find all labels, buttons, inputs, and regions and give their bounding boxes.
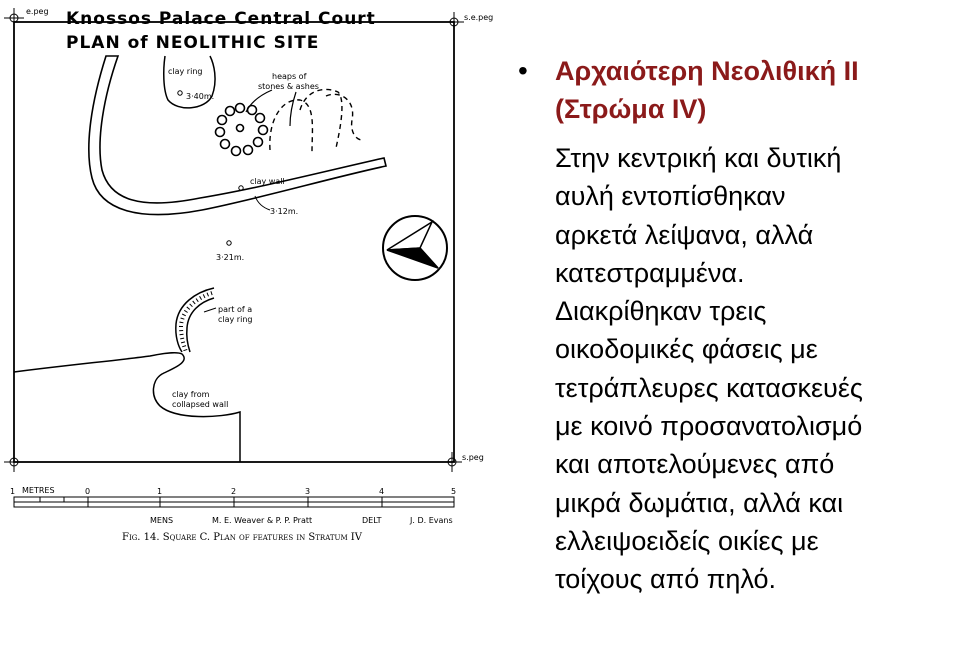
- partial-ring-leader: [204, 308, 216, 312]
- label-part-2: clay ring: [218, 315, 253, 324]
- partial-clay-ring: [176, 288, 214, 352]
- heading-line-2: (Στρώμα IV): [555, 94, 707, 124]
- body-line: Διακρίθηκαν τρεις: [555, 296, 767, 327]
- credit-mens: MENS: [150, 516, 174, 525]
- body-line: τοίχους από πηλό.: [555, 564, 777, 595]
- label-depth-2: 3·12m.: [270, 207, 299, 216]
- scale-tick-label: 1: [157, 487, 163, 496]
- body-line: αυλή εντοπίσθηκαν: [555, 181, 786, 212]
- body-line: κατεστραμμένα.: [555, 257, 745, 288]
- heading-line-1: Αρχαιότερη Νεολιθική ΙΙ: [555, 56, 859, 86]
- peg-label-ne: s.e.peg: [464, 13, 494, 22]
- body-line: μικρά δωμάτια, αλλά και: [555, 487, 844, 518]
- credit-mens-names: M. E. Weaver & P. P. Pratt: [212, 516, 313, 525]
- body-line: ελλειψοειδείς οικίες με: [555, 525, 819, 556]
- scale-tick-label: 5: [451, 487, 457, 496]
- scale-tick-label: 4: [379, 487, 385, 496]
- depth-point-3: [227, 241, 231, 245]
- body-line: αρκετά λείψανα, αλλά: [555, 219, 814, 250]
- scale-tick-label: 0: [85, 487, 91, 496]
- heaps-pointers: [246, 90, 296, 126]
- label-depth-3: 3·21m.: [216, 253, 245, 262]
- body-line: Στην κεντρική και δυτική: [555, 143, 842, 173]
- bullet-item: [510, 52, 960, 128]
- label-clay-ring-upper: clay ring: [168, 67, 203, 76]
- text-panel: [510, 52, 960, 599]
- scale-tick-label: 2: [231, 487, 237, 496]
- bullet-dot-icon: •: [518, 55, 528, 86]
- peg-label-se: s.peg: [462, 453, 484, 462]
- label-heaps-2: stones & ashes: [258, 82, 319, 91]
- scale-tick-label: 1: [10, 487, 16, 496]
- neolithic-site-plan: [0, 0, 500, 560]
- label-heaps-1: heaps of: [272, 72, 307, 81]
- body-line: με κοινό προσανατολισμό: [555, 411, 863, 442]
- stone-circle: [216, 104, 268, 156]
- label-clay-wall: clay wall: [250, 177, 285, 186]
- scale-metres-label: METRES: [22, 486, 55, 495]
- label-from-2: collapsed wall: [172, 400, 229, 409]
- credit-delt: DELT: [362, 516, 382, 525]
- body-line: και αποτελούμενες από: [555, 449, 835, 480]
- clay-wall-band: [89, 56, 386, 215]
- north-arrow: [383, 216, 447, 280]
- peg-label-nw: e.peg: [26, 7, 49, 16]
- figure-caption: Fig. 14. Square C. Plan of features in Stratum IV: [122, 532, 362, 543]
- plan-title-line2: PLAN of NEOLITHIC SITE: [66, 33, 320, 53]
- body-line: οικοδομικές φάσεις με: [555, 334, 818, 365]
- credit-delt-name: J. D. Evans: [410, 516, 453, 525]
- scale-bar: [14, 497, 454, 507]
- ash-heaps: [270, 89, 362, 152]
- depth-point-1: [178, 91, 182, 95]
- label-part-1: part of a: [218, 305, 253, 314]
- body-line: τετράπλευρες κατασκευές: [555, 372, 863, 403]
- body-paragraph: [510, 139, 960, 599]
- label-depth-1: 3·40m.: [186, 92, 215, 101]
- scale-tick-label: 3: [305, 487, 311, 496]
- plan-title-line1: Knossos Palace Central Court: [66, 9, 376, 29]
- label-from-1: clay from: [172, 390, 210, 399]
